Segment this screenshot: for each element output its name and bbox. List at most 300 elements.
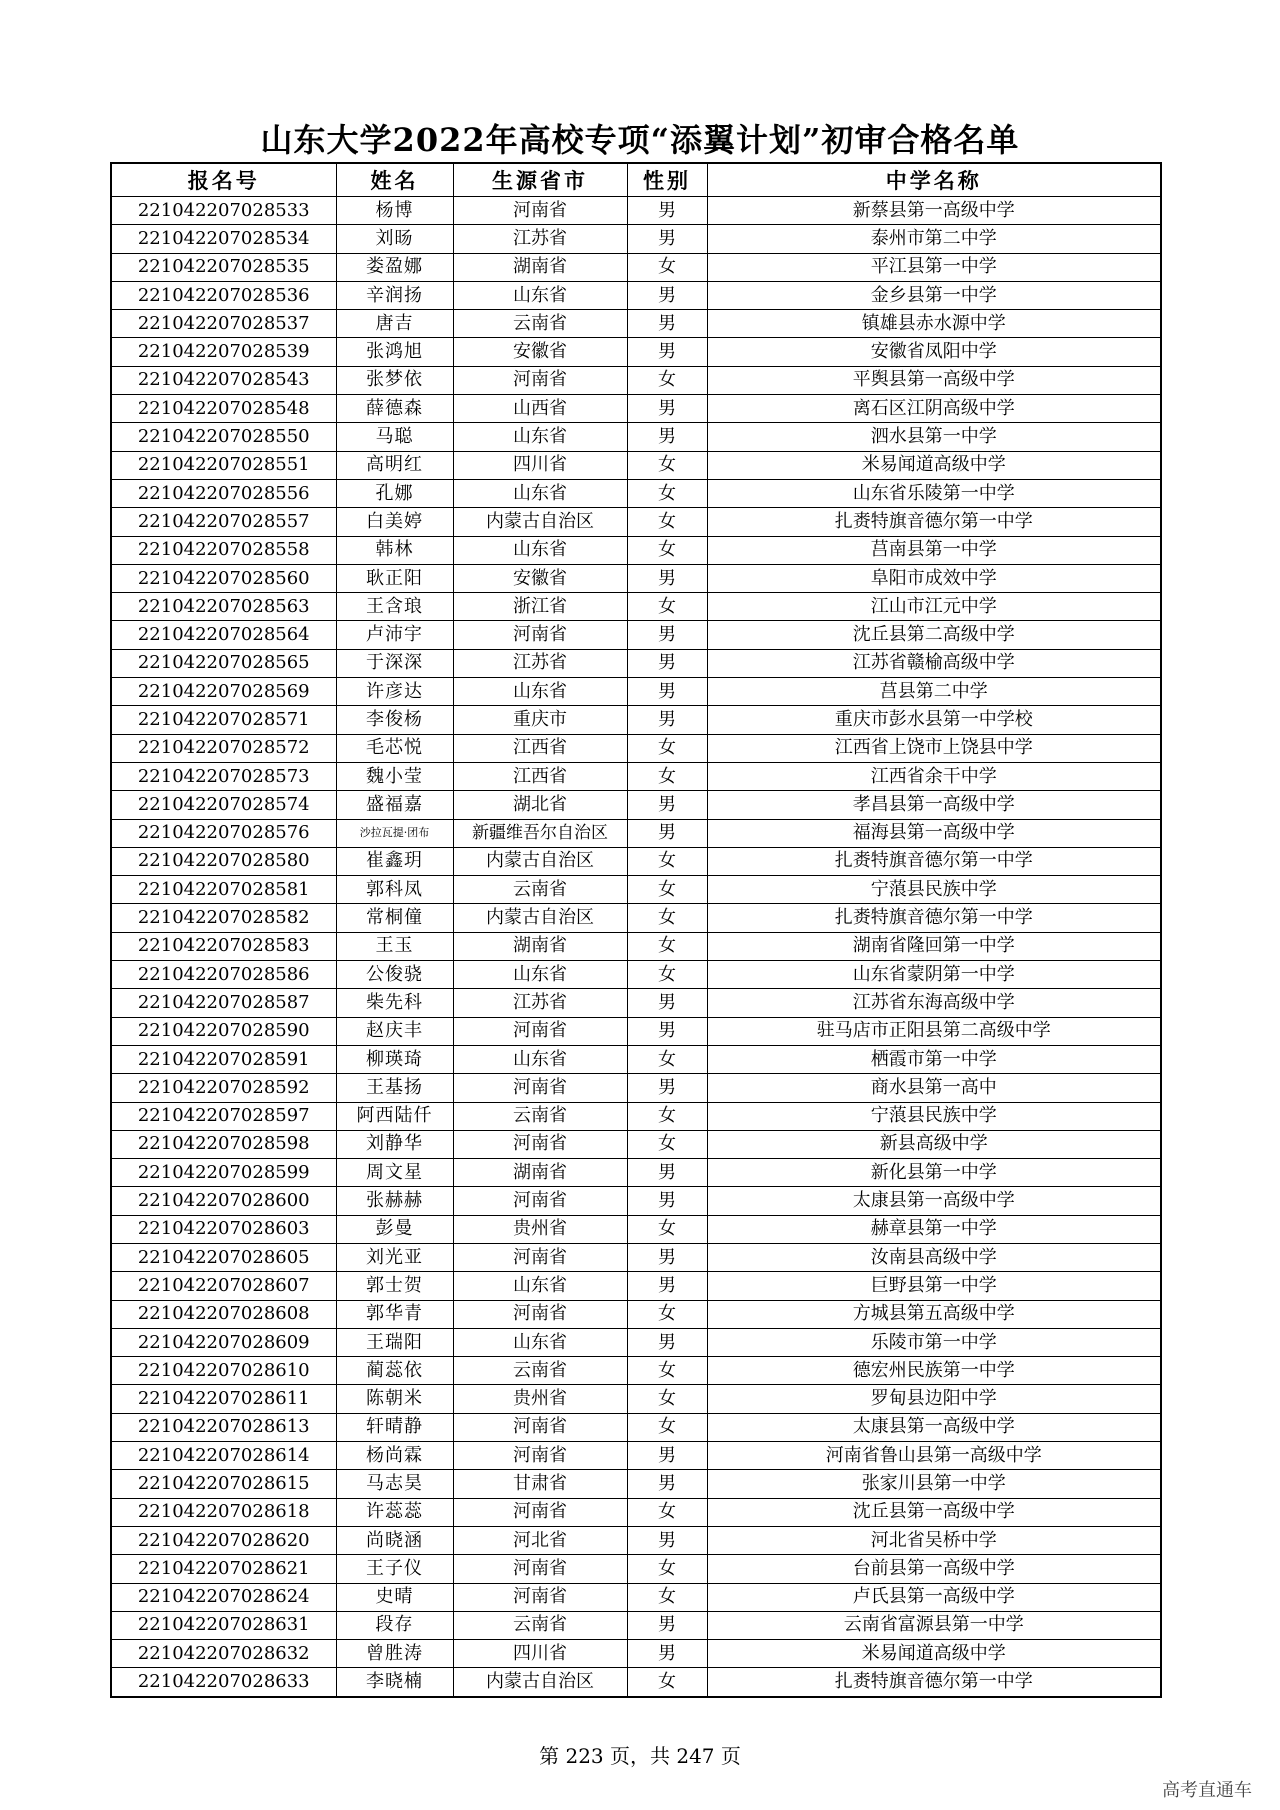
table-row [111,593,1161,621]
table-row [111,197,1161,225]
cell-school: 太康县第一高级中学 [707,1187,1161,1215]
column-header-province: 生源省市 [453,163,627,197]
cell-name: 郭华青 [336,1300,453,1328]
cell-name: 蔺蕊依 [336,1357,453,1385]
cell-registration-no: 221042207028534 [111,225,336,253]
cell-province: 四川省 [453,451,627,479]
cell-school: 泰州市第二中学 [707,225,1161,253]
cell-name: 娄盈娜 [336,253,453,281]
cell-province: 河南省 [453,1413,627,1441]
cell-registration-no: 221042207028564 [111,621,336,649]
cell-registration-no: 221042207028605 [111,1243,336,1271]
table-header [111,163,1161,197]
cell-gender: 男 [627,1328,707,1356]
cell-school: 扎赉特旗音德尔第一中学 [707,904,1161,932]
table-row [111,1215,1161,1243]
cell-registration-no: 221042207028551 [111,451,336,479]
table-row [111,876,1161,904]
cell-gender: 女 [627,1583,707,1611]
column-header-school: 中学名称 [707,163,1161,197]
cell-gender: 男 [627,1470,707,1498]
cell-school: 汝南县高级中学 [707,1243,1161,1271]
table-row [111,1159,1161,1187]
cell-name: 沙拉瓦提·团布 [336,819,453,847]
cell-gender: 男 [627,1017,707,1045]
table-row [111,1470,1161,1498]
cell-name: 刘旸 [336,225,453,253]
table-row [111,1385,1161,1413]
cell-registration-no: 221042207028573 [111,762,336,790]
cell-name: 马聪 [336,423,453,451]
cell-name: 王子仪 [336,1555,453,1583]
cell-name: 王玉 [336,932,453,960]
cell-name: 张鸿旭 [336,338,453,366]
cell-name: 于深深 [336,649,453,677]
cell-registration-no: 221042207028587 [111,989,336,1017]
cell-gender: 女 [627,508,707,536]
cell-school: 乐陵市第一中学 [707,1328,1161,1356]
cell-province: 重庆市 [453,706,627,734]
cell-name: 马志昊 [336,1470,453,1498]
cell-registration-no: 221042207028598 [111,1130,336,1158]
cell-province: 河南省 [453,197,627,225]
cell-province: 河南省 [453,1074,627,1102]
cell-registration-no: 221042207028582 [111,904,336,932]
cell-school: 江西省上饶市上饶县中学 [707,734,1161,762]
cell-school: 金乡县第一中学 [707,281,1161,309]
cell-school: 阜阳市成效中学 [707,564,1161,592]
cell-registration-no: 221042207028556 [111,479,336,507]
cell-province: 新疆维吾尔自治区 [453,819,627,847]
table-row [111,253,1161,281]
cell-gender: 男 [627,1074,707,1102]
cell-province: 山东省 [453,536,627,564]
cell-registration-no: 221042207028569 [111,678,336,706]
cell-province: 江苏省 [453,225,627,253]
cell-name: 史晴 [336,1583,453,1611]
cell-gender: 男 [627,423,707,451]
cell-gender: 女 [627,876,707,904]
cell-gender: 女 [627,1413,707,1441]
table-row [111,819,1161,847]
cell-name: 卢沛宇 [336,621,453,649]
cell-school: 莒南县第一中学 [707,536,1161,564]
cell-gender: 男 [627,649,707,677]
table-row [111,904,1161,932]
cell-province: 云南省 [453,1102,627,1130]
cell-registration-no: 221042207028614 [111,1442,336,1470]
cell-name: 柴先科 [336,989,453,1017]
cell-province: 山东省 [453,1272,627,1300]
table-row [111,338,1161,366]
cell-registration-no: 221042207028633 [111,1668,336,1697]
cell-name: 陈朝米 [336,1385,453,1413]
cell-gender: 男 [627,819,707,847]
cell-school: 沈丘县第二高级中学 [707,621,1161,649]
cell-province: 河南省 [453,1498,627,1526]
cell-name: 王瑞阳 [336,1328,453,1356]
cell-school: 扎赉特旗音德尔第一中学 [707,508,1161,536]
cell-province: 山东省 [453,1328,627,1356]
cell-name: 薛德森 [336,395,453,423]
cell-name: 阿西陆仟 [336,1102,453,1130]
cell-gender: 女 [627,536,707,564]
cell-registration-no: 221042207028580 [111,847,336,875]
cell-gender: 女 [627,762,707,790]
cell-registration-no: 221042207028607 [111,1272,336,1300]
cell-province: 云南省 [453,310,627,338]
table-row [111,734,1161,762]
table-row [111,1498,1161,1526]
cell-registration-no: 221042207028550 [111,423,336,451]
cell-name: 尚晓涵 [336,1526,453,1554]
cell-name: 韩林 [336,536,453,564]
cell-name: 柳瑛琦 [336,1045,453,1073]
table-row [111,989,1161,1017]
cell-registration-no: 221042207028572 [111,734,336,762]
cell-registration-no: 221042207028558 [111,536,336,564]
cell-school: 沈丘县第一高级中学 [707,1498,1161,1526]
roster-table [110,162,1162,1698]
cell-province: 河南省 [453,1017,627,1045]
table-row [111,225,1161,253]
cell-registration-no: 221042207028610 [111,1357,336,1385]
cell-name: 彭曼 [336,1215,453,1243]
cell-school: 江苏省东海高级中学 [707,989,1161,1017]
table-row [111,762,1161,790]
table-row [111,564,1161,592]
cell-name: 曾胜涛 [336,1640,453,1668]
cell-name: 王含琅 [336,593,453,621]
cell-school: 平舆县第一高级中学 [707,366,1161,394]
cell-name: 许彦达 [336,678,453,706]
cell-province: 安徽省 [453,338,627,366]
table-row [111,1640,1161,1668]
cell-province: 河南省 [453,1583,627,1611]
cell-name: 孔娜 [336,479,453,507]
cell-school: 卢氏县第一高级中学 [707,1583,1161,1611]
cell-registration-no: 221042207028624 [111,1583,336,1611]
page-number-footer: 第 223 页，共 247 页 [539,1744,741,1768]
table-row [111,536,1161,564]
cell-name: 张梦依 [336,366,453,394]
cell-name: 段存 [336,1611,453,1639]
cell-province: 内蒙古自治区 [453,847,627,875]
table-row [111,649,1161,677]
header-row [111,163,1161,197]
cell-registration-no: 221042207028576 [111,819,336,847]
cell-gender: 女 [627,366,707,394]
cell-name: 周文星 [336,1159,453,1187]
cell-gender: 女 [627,932,707,960]
table-row [111,310,1161,338]
cell-school: 新化县第一中学 [707,1159,1161,1187]
cell-name: 刘静华 [336,1130,453,1158]
cell-gender: 女 [627,1215,707,1243]
table-row [111,451,1161,479]
cell-gender: 女 [627,734,707,762]
cell-registration-no: 221042207028613 [111,1413,336,1441]
cell-gender: 男 [627,395,707,423]
cell-school: 新县高级中学 [707,1130,1161,1158]
cell-registration-no: 221042207028586 [111,961,336,989]
cell-name: 魏小莹 [336,762,453,790]
cell-name: 李晓楠 [336,1668,453,1697]
cell-registration-no: 221042207028536 [111,281,336,309]
cell-registration-no: 221042207028548 [111,395,336,423]
cell-registration-no: 221042207028621 [111,1555,336,1583]
cell-province: 甘肃省 [453,1470,627,1498]
table-row [111,1583,1161,1611]
cell-name: 杨尚霖 [336,1442,453,1470]
cell-gender: 男 [627,678,707,706]
cell-registration-no: 221042207028603 [111,1215,336,1243]
table-row [111,1017,1161,1045]
cell-name: 李俊杨 [336,706,453,734]
cell-gender: 男 [627,1611,707,1639]
cell-registration-no: 221042207028563 [111,593,336,621]
table-row [111,508,1161,536]
cell-province: 河南省 [453,1187,627,1215]
cell-gender: 男 [627,989,707,1017]
watermark-logo: 高考直通车 [1162,1780,1252,1801]
cell-name: 唐吉 [336,310,453,338]
cell-name: 崔鑫玥 [336,847,453,875]
column-header-gender: 性别 [627,163,707,197]
cell-province: 河南省 [453,1442,627,1470]
cell-province: 内蒙古自治区 [453,508,627,536]
cell-name: 高明红 [336,451,453,479]
table-row [111,395,1161,423]
cell-province: 内蒙古自治区 [453,904,627,932]
cell-school: 河南省鲁山县第一高级中学 [707,1442,1161,1470]
cell-gender: 男 [627,1187,707,1215]
cell-gender: 男 [627,791,707,819]
cell-gender: 女 [627,1385,707,1413]
cell-gender: 女 [627,451,707,479]
cell-name: 赵庆丰 [336,1017,453,1045]
cell-name: 刘光亚 [336,1243,453,1271]
cell-school: 宁蒗县民族中学 [707,876,1161,904]
cell-school: 江山市江元中学 [707,593,1161,621]
cell-school: 巨野县第一中学 [707,1272,1161,1300]
table-row [111,1357,1161,1385]
cell-province: 山东省 [453,423,627,451]
cell-province: 山东省 [453,281,627,309]
cell-gender: 男 [627,338,707,366]
cell-province: 湖南省 [453,932,627,960]
cell-school: 镇雄县赤水源中学 [707,310,1161,338]
cell-school: 商水县第一高中 [707,1074,1161,1102]
table-row [111,1442,1161,1470]
cell-registration-no: 221042207028620 [111,1526,336,1554]
cell-province: 山西省 [453,395,627,423]
cell-gender: 男 [627,564,707,592]
table-row [111,1611,1161,1639]
cell-name: 张赫赫 [336,1187,453,1215]
table-row [111,706,1161,734]
cell-gender: 女 [627,1045,707,1073]
cell-school: 孝昌县第一高级中学 [707,791,1161,819]
cell-gender: 男 [627,225,707,253]
column-header-name: 姓名 [336,163,453,197]
table-row [111,961,1161,989]
cell-province: 山东省 [453,1045,627,1073]
cell-name: 公俊骁 [336,961,453,989]
cell-school: 山东省乐陵第一中学 [707,479,1161,507]
cell-gender: 女 [627,1668,707,1697]
cell-province: 浙江省 [453,593,627,621]
cell-registration-no: 221042207028539 [111,338,336,366]
cell-school: 罗甸县边阳中学 [707,1385,1161,1413]
cell-gender: 男 [627,1526,707,1554]
cell-name: 王基扬 [336,1074,453,1102]
cell-registration-no: 221042207028533 [111,197,336,225]
cell-gender: 女 [627,904,707,932]
cell-province: 湖北省 [453,791,627,819]
cell-name: 郭士贺 [336,1272,453,1300]
table-body [111,197,1161,1697]
cell-school: 河北省吴桥中学 [707,1526,1161,1554]
cell-school: 太康县第一高级中学 [707,1413,1161,1441]
cell-name: 郭科凤 [336,876,453,904]
cell-registration-no: 221042207028535 [111,253,336,281]
table-row [111,281,1161,309]
cell-gender: 男 [627,621,707,649]
cell-registration-no: 221042207028597 [111,1102,336,1130]
cell-province: 云南省 [453,876,627,904]
cell-province: 贵州省 [453,1385,627,1413]
cell-province: 安徽省 [453,564,627,592]
table-row [111,1555,1161,1583]
cell-gender: 男 [627,1640,707,1668]
cell-school: 张家川县第一中学 [707,1470,1161,1498]
table-row [111,1074,1161,1102]
cell-registration-no: 221042207028565 [111,649,336,677]
cell-school: 栖霞市第一中学 [707,1045,1161,1073]
cell-gender: 男 [627,281,707,309]
cell-registration-no: 221042207028590 [111,1017,336,1045]
cell-province: 河南省 [453,1555,627,1583]
table-row [111,1668,1161,1697]
cell-school: 福海县第一高级中学 [707,819,1161,847]
cell-registration-no: 221042207028560 [111,564,336,592]
table-row [111,847,1161,875]
cell-province: 贵州省 [453,1215,627,1243]
cell-gender: 女 [627,961,707,989]
cell-gender: 男 [627,310,707,338]
cell-name: 轩晴静 [336,1413,453,1441]
table-row [111,1413,1161,1441]
cell-registration-no: 221042207028592 [111,1074,336,1102]
cell-school: 江苏省赣榆高级中学 [707,649,1161,677]
cell-province: 四川省 [453,1640,627,1668]
cell-registration-no: 221042207028609 [111,1328,336,1356]
cell-gender: 女 [627,253,707,281]
table-row [111,1102,1161,1130]
cell-name: 常桐僮 [336,904,453,932]
cell-registration-no: 221042207028618 [111,1498,336,1526]
cell-name: 毛芯悦 [336,734,453,762]
table-row [111,1526,1161,1554]
cell-school: 江西省余干中学 [707,762,1161,790]
cell-province: 河南省 [453,366,627,394]
cell-school: 安徽省凤阳中学 [707,338,1161,366]
cell-province: 江苏省 [453,989,627,1017]
cell-gender: 男 [627,706,707,734]
cell-gender: 女 [627,593,707,621]
cell-province: 江西省 [453,734,627,762]
cell-gender: 女 [627,479,707,507]
cell-registration-no: 221042207028599 [111,1159,336,1187]
cell-registration-no: 221042207028557 [111,508,336,536]
cell-province: 河北省 [453,1526,627,1554]
cell-school: 云南省富源县第一中学 [707,1611,1161,1639]
cell-registration-no: 221042207028583 [111,932,336,960]
table-row [111,791,1161,819]
cell-registration-no: 221042207028615 [111,1470,336,1498]
cell-province: 湖南省 [453,1159,627,1187]
cell-province: 山东省 [453,961,627,989]
cell-school: 方城县第五高级中学 [707,1300,1161,1328]
cell-registration-no: 221042207028591 [111,1045,336,1073]
cell-school: 湖南省隆回第一中学 [707,932,1161,960]
table-row [111,678,1161,706]
table-row [111,1187,1161,1215]
cell-gender: 女 [627,1300,707,1328]
cell-registration-no: 221042207028537 [111,310,336,338]
cell-school: 米易闻道高级中学 [707,1640,1161,1668]
table-row [111,1130,1161,1158]
table-row [111,423,1161,451]
cell-province: 山东省 [453,479,627,507]
cell-school: 山东省蒙阴第一中学 [707,961,1161,989]
cell-province: 河南省 [453,1300,627,1328]
cell-gender: 女 [627,1102,707,1130]
cell-province: 江苏省 [453,649,627,677]
cell-gender: 女 [627,1498,707,1526]
cell-school: 离石区江阴高级中学 [707,395,1161,423]
cell-registration-no: 221042207028631 [111,1611,336,1639]
cell-province: 湖南省 [453,253,627,281]
cell-gender: 男 [627,1442,707,1470]
cell-registration-no: 221042207028543 [111,366,336,394]
document-title: 山东大学2022年高校专项“添翼计划”初审合格名单 [260,121,1020,159]
table-row [111,1243,1161,1271]
cell-school: 新蔡县第一高级中学 [707,197,1161,225]
cell-school: 米易闻道高级中学 [707,451,1161,479]
table-row [111,366,1161,394]
cell-school: 平江县第一中学 [707,253,1161,281]
cell-name: 盛福嘉 [336,791,453,819]
cell-province: 江西省 [453,762,627,790]
cell-school: 扎赉特旗音德尔第一中学 [707,1668,1161,1697]
cell-school: 驻马店市正阳县第二高级中学 [707,1017,1161,1045]
cell-name: 白美婷 [336,508,453,536]
cell-gender: 男 [627,197,707,225]
table-row [111,932,1161,960]
cell-registration-no: 221042207028600 [111,1187,336,1215]
cell-province: 云南省 [453,1357,627,1385]
table-row [111,1328,1161,1356]
cell-registration-no: 221042207028574 [111,791,336,819]
cell-school: 重庆市彭水县第一中学校 [707,706,1161,734]
cell-school: 赫章县第一中学 [707,1215,1161,1243]
cell-province: 河南省 [453,1243,627,1271]
cell-province: 山东省 [453,678,627,706]
column-header-registration-no: 报名号 [111,163,336,197]
table-row [111,1300,1161,1328]
